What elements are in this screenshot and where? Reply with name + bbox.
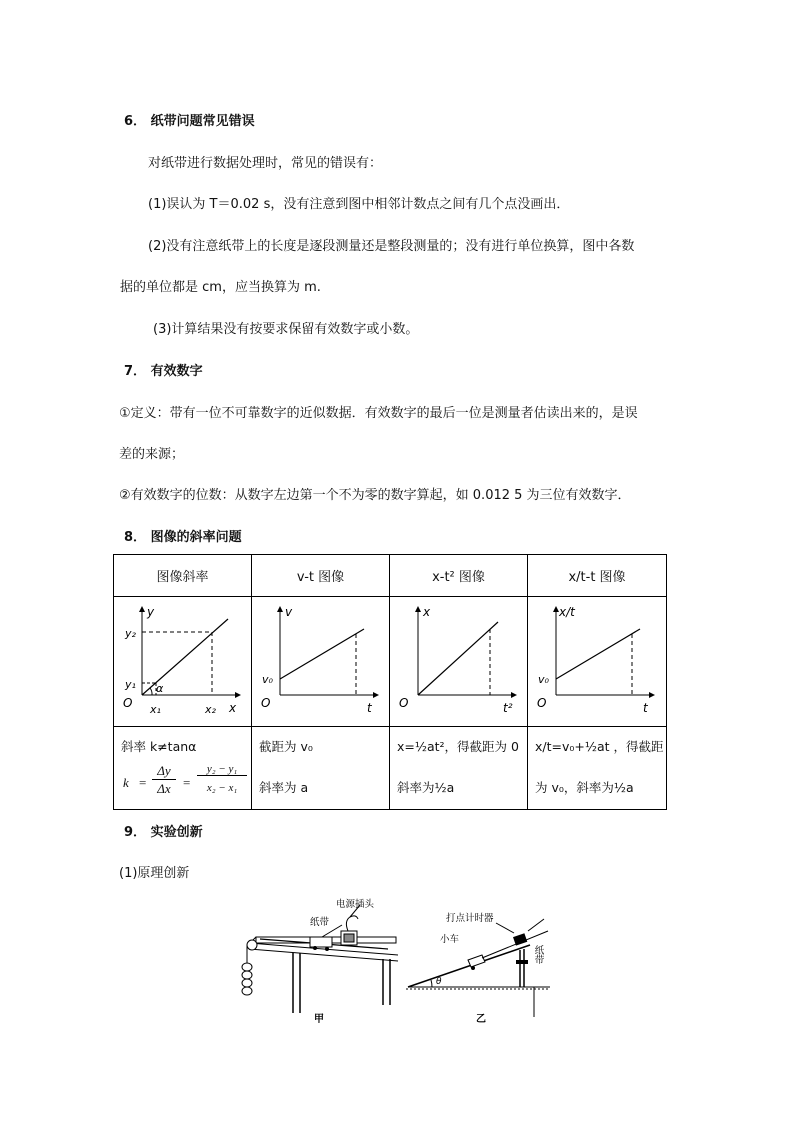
jia-tape-label: 纸带 (310, 917, 330, 928)
formula-eq1: = (139, 775, 147, 790)
sec9-sub1: (1)原理创新 (119, 866, 190, 881)
c2-line2: 斜率为 a (259, 780, 309, 795)
g2-origin: O (261, 696, 271, 710)
yi-cart-label: 小车 (440, 934, 460, 945)
sec8-heading: 8． 图像的斜率问题 (124, 530, 242, 545)
c4-line2: 为 v₀，斜率为½a (535, 780, 634, 795)
formula-den1: Δx (157, 781, 171, 796)
sec6-heading: 6． 纸带问题常见错误 (124, 114, 255, 129)
graph-y-x (114, 597, 252, 722)
sec6-item2b: 据的单位都是 cm，应当换算为 m. (120, 280, 321, 295)
text-cell-1 (114, 727, 252, 810)
g1-xlabel: x (229, 701, 237, 715)
sec7-def-b: 差的来源； (119, 447, 185, 462)
g4-v0: v₀ (538, 673, 549, 686)
g3-ylabel: x (423, 605, 431, 619)
g1-alpha: α (156, 682, 164, 695)
text-cell-3 (390, 727, 528, 810)
formula-eq2: = (183, 775, 191, 790)
sec6-item2a: (2)没有注意纸带上的长度是逐段测量还是整段测量的；没有进行单位换算，图中各数 (148, 239, 635, 254)
sec7-heading: 7． 有效数字 (124, 364, 203, 379)
g1-y2: y₂ (125, 627, 136, 640)
header-xt2: x-t² 图像 (390, 555, 528, 597)
g3-xlabel: t² (503, 701, 513, 715)
g1-x2: x₂ (205, 703, 216, 716)
graph-x-t2 (390, 597, 528, 722)
g1-ylabel: y (147, 605, 155, 619)
sec7-digits: ②有效数字的位数：从数字左边第一个不为零的数字算起，如 0.012 5 为三位有效数字． (119, 488, 631, 503)
sec7-def-a: ①定义：带有一位不可靠数字的近似数据．有效数字的最后一位是测量者估读出来的，是误 (119, 406, 638, 421)
sec6-item3: (3)计算结果没有按要求保留有效数字或小数。 (153, 322, 419, 337)
g4-origin: O (537, 696, 547, 710)
graph-cell-4 (528, 597, 667, 727)
formula-den2: x₂ − x₁ (206, 782, 238, 794)
c2-line1: 截距为 v₀ (259, 739, 313, 754)
slope-table (113, 554, 667, 810)
sec6-intro: 对纸带进行数据处理时，常见的错误有： (148, 156, 383, 171)
g2-ylabel: v (285, 605, 293, 619)
graph-xt-t (528, 597, 667, 722)
c4-line1: x/t=v₀+½at ，得截距 (535, 739, 664, 754)
jia-caption: 甲 (314, 1014, 324, 1025)
graph-cell-2 (252, 597, 390, 727)
graph-cell-1 (114, 597, 252, 727)
yi-theta: θ (436, 977, 442, 987)
g1-origin: O (123, 696, 133, 710)
g3-origin: O (399, 696, 409, 710)
formula-k: k (123, 775, 129, 790)
c3-line1: x=½at²，得截距为 0 (397, 739, 519, 754)
formula-num2: y₂ − y₁ (197, 763, 247, 776)
graph-v-t (252, 597, 390, 722)
c3-line2: 斜率为½a (397, 780, 455, 795)
g4-ylabel: x/t (559, 605, 575, 619)
text-cell-4 (528, 727, 667, 810)
header-slope: 图像斜率 (114, 555, 252, 597)
c1-line1: 斜率 k≠tanα (121, 739, 197, 754)
g2-v0: v₀ (262, 673, 273, 686)
g2-xlabel: t (367, 701, 372, 715)
yi-caption: 乙 (476, 1014, 486, 1025)
g4-xlabel: t (643, 701, 648, 715)
figure-yi (400, 905, 560, 1025)
sec6-item1: (1)误认为 T＝0.02 s，没有注意到图中相邻计数点之间有几个点没画出． (148, 197, 570, 212)
figure-jia (238, 895, 408, 1025)
sec9-heading: 9． 实验创新 (124, 825, 203, 840)
yi-tape-label: 纸带 (532, 945, 544, 964)
text-cell-2 (252, 727, 390, 810)
yi-timer-label: 打点计时器 (446, 913, 494, 924)
g1-x1: x₁ (150, 703, 161, 716)
jia-power-plug-label: 电源插头 (336, 899, 375, 910)
header-vt: v-t 图像 (252, 555, 390, 597)
header-xtt: x/t-t 图像 (528, 555, 667, 597)
g1-y1: y₁ (125, 678, 136, 691)
formula-num1: Δy (152, 763, 176, 780)
graph-cell-3 (390, 597, 528, 727)
